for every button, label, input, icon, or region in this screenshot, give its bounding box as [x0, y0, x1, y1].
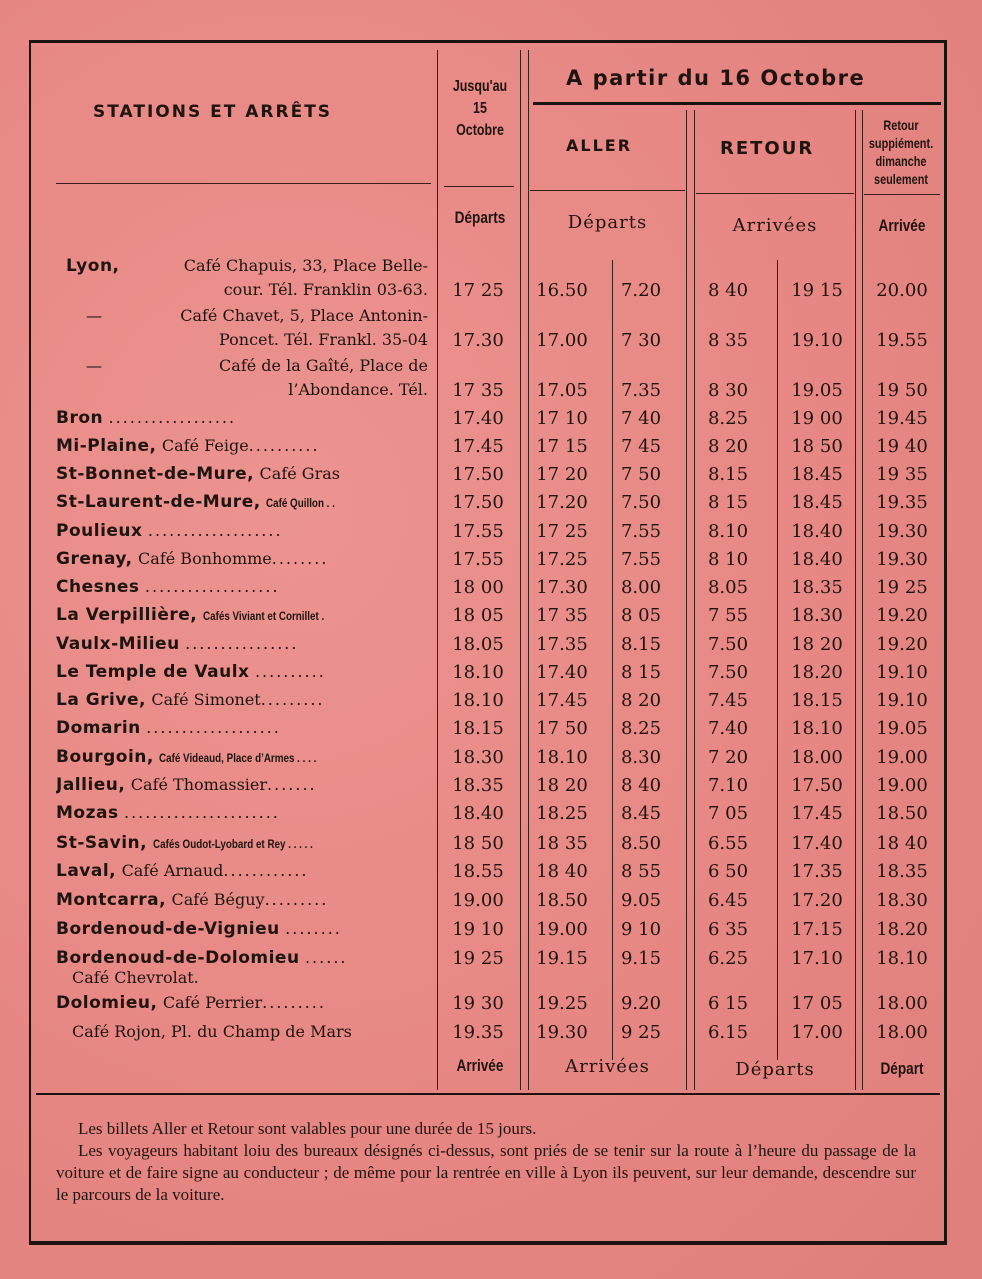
time-retour-1: 6.55	[707, 833, 749, 854]
station-cafe: Café Simonet	[151, 690, 261, 709]
leader-dots: ........	[271, 549, 329, 568]
time-until-depart: 18.35	[452, 775, 504, 796]
station-cell	[56, 1022, 446, 1042]
time-supp: 19 25	[876, 577, 928, 598]
time-retour-1: 7 05	[707, 803, 749, 824]
station-cafe: Café de la Gaîté, Place de	[219, 356, 428, 375]
time-aller-1: 17 20	[536, 464, 588, 485]
time-until-depart: 17.55	[452, 549, 504, 570]
station-cell	[56, 464, 430, 484]
rule-retour-header	[696, 193, 854, 194]
time-until-depart: 17.50	[452, 464, 504, 485]
station-cafe: Café Béguy	[171, 890, 265, 909]
time-aller-1: 17 25	[536, 521, 588, 542]
time-supp: 18.20	[876, 919, 928, 940]
station-cafe-cont: Café Chevrolat.	[72, 968, 199, 987]
time-aller-1: 17 15	[536, 436, 588, 457]
retour-supp-line: suppiément.	[868, 135, 934, 151]
time-aller-1: 18.10	[536, 747, 588, 768]
leader-dots: ...................	[144, 577, 280, 596]
rule-until-header	[444, 186, 514, 187]
time-supp: 19 35	[876, 464, 928, 485]
time-supp: 19.10	[876, 662, 928, 683]
time-until-depart: 19 25	[452, 948, 504, 969]
time-retour-2: 19.05	[791, 380, 843, 401]
time-aller-2: 7.35	[620, 380, 662, 401]
station-cell	[56, 436, 430, 456]
station-cafe: Cafés Viviant et Cornillet .	[202, 609, 324, 623]
time-retour-2: 18.40	[791, 521, 843, 542]
time-retour-1: 8 10	[707, 549, 749, 570]
time-until-depart: 18.10	[452, 690, 504, 711]
time-aller-2: 7 30	[620, 330, 662, 351]
time-aller-1: 17.20	[536, 492, 588, 513]
station-cell	[56, 304, 428, 352]
time-supp: 19.10	[876, 690, 928, 711]
station-name: —	[86, 306, 102, 325]
time-retour-1: 6.15	[707, 1022, 749, 1043]
station-cafe: Café Feige	[161, 436, 249, 455]
leader-dots: ...................	[147, 521, 283, 540]
station-cell	[56, 890, 430, 910]
time-until-depart: 18 05	[452, 605, 504, 626]
time-supp: 18 40	[876, 833, 928, 854]
station-name: Bron	[56, 408, 104, 428]
station-name: Bourgoin,	[56, 747, 154, 767]
station-cafe: Café Gras	[259, 464, 340, 483]
time-aller-2: 7.55	[620, 521, 662, 542]
time-supp: 19.05	[876, 718, 928, 739]
time-retour-1: 6.45	[707, 890, 749, 911]
station-cell	[56, 919, 430, 939]
until-footer: Arrivée	[456, 1056, 504, 1075]
station-name: St-Bonnet-de-Mure,	[56, 464, 255, 484]
time-supp: 18.00	[876, 1022, 928, 1043]
time-aller-2: 7.55	[620, 549, 662, 570]
time-supp: 19.00	[876, 747, 928, 768]
time-aller-1: 17.00	[536, 330, 588, 351]
station-cafe: Café Thomassier	[130, 775, 268, 794]
time-retour-1: 8 20	[707, 436, 749, 457]
time-retour-1: 7.40	[707, 718, 749, 739]
station-cell	[56, 993, 430, 1013]
time-aller-1: 18.25	[536, 803, 588, 824]
time-retour-1: 7 55	[707, 605, 749, 626]
time-aller-1: 18 20	[536, 775, 588, 796]
station-name: Dolomieu,	[56, 993, 158, 1013]
time-aller-1: 18 35	[536, 833, 588, 854]
station-cafe: Café Perrier	[162, 993, 263, 1012]
time-until-depart: 19 10	[452, 919, 504, 940]
time-aller-2: 8.15	[620, 634, 662, 655]
time-retour-1: 8.05	[707, 577, 749, 598]
time-aller-1: 19.25	[536, 993, 588, 1014]
aller-header: ALLER	[566, 136, 633, 155]
time-aller-2: 8 20	[620, 690, 662, 711]
station-cafe: Café Arnaud	[121, 861, 224, 880]
station-line	[56, 254, 428, 278]
time-aller-1: 19.00	[536, 919, 588, 940]
until-header-line: 15	[473, 100, 487, 117]
station-line	[56, 354, 428, 378]
time-supp: 18.50	[876, 803, 928, 824]
time-aller-2: 8.45	[620, 803, 662, 824]
time-retour-2: 18.40	[791, 549, 843, 570]
time-aller-2: 7 50	[620, 464, 662, 485]
retour-supp-line: seulement	[873, 171, 929, 187]
time-retour-2: 17.35	[791, 861, 843, 882]
station-line	[56, 328, 428, 352]
time-retour-2: 18.35	[791, 577, 843, 598]
time-aller-2: 8 55	[620, 861, 662, 882]
time-until-depart: 18 50	[452, 833, 504, 854]
time-aller-1: 17 35	[536, 605, 588, 626]
station-cell	[56, 354, 428, 402]
note-validity: Les billets Aller et Retour sont valables pour une durée de 15 jours.	[78, 1119, 537, 1138]
time-aller-2: 8 05	[620, 605, 662, 626]
time-supp: 19 50	[876, 380, 928, 401]
time-supp: 19.00	[876, 775, 928, 796]
time-supp: 19.20	[876, 634, 928, 655]
leader-dots: ..........	[248, 436, 320, 455]
supp-subheader: Arrivée	[878, 216, 926, 235]
time-retour-2: 18 20	[791, 634, 843, 655]
time-aller-1: 16.50	[536, 280, 588, 301]
leader-dots: ..........	[254, 662, 326, 681]
leader-dots: ......................	[124, 803, 280, 822]
station-name: St-Savin,	[56, 833, 148, 853]
station-cell	[56, 521, 430, 541]
time-aller-2: 8.30	[620, 747, 662, 768]
time-retour-2: 17.00	[791, 1022, 843, 1043]
stations-title: STATIONS ET ARRÊTS	[93, 102, 333, 122]
rule-from-title	[533, 102, 941, 105]
time-retour-2: 18.20	[791, 662, 843, 683]
station-name: La Verpillière,	[56, 605, 198, 625]
time-until-depart: 17 35	[452, 380, 504, 401]
station-cafe: Café Rojon, Pl. du Champ de Mars	[72, 1022, 352, 1041]
supp-footer: Départ	[880, 1059, 924, 1078]
time-retour-2: 19 15	[791, 280, 843, 301]
divider-until-left	[437, 50, 438, 1090]
station-name: Domarin	[56, 718, 141, 738]
station-cell	[56, 605, 430, 625]
time-aller-2: 9 25	[620, 1022, 662, 1043]
time-retour-2: 17.40	[791, 833, 843, 854]
time-aller-2: 8 40	[620, 775, 662, 796]
station-cell	[56, 549, 430, 569]
time-retour-1: 8.10	[707, 521, 749, 542]
time-aller-1: 17.05	[536, 380, 588, 401]
station-cell	[56, 833, 430, 853]
time-until-depart: 17.30	[452, 330, 504, 351]
time-until-depart: 17.45	[452, 436, 504, 457]
time-aller-2: 8.25	[620, 718, 662, 739]
time-aller-1: 19.15	[536, 948, 588, 969]
retour-supp-line: dimanche	[875, 153, 927, 169]
time-supp: 19.30	[876, 521, 928, 542]
time-retour-2: 18.45	[791, 464, 843, 485]
time-until-depart: 18 00	[452, 577, 504, 598]
time-until-depart: 19.00	[452, 890, 504, 911]
time-supp: 20.00	[876, 280, 928, 301]
time-supp: 18.30	[876, 890, 928, 911]
time-retour-1: 8 35	[707, 330, 749, 351]
until-header-line: Jusqu'au	[452, 78, 508, 95]
divider-retour-b	[862, 110, 863, 1090]
divider-retour-mid	[777, 260, 778, 1060]
time-retour-2: 17 05	[791, 993, 843, 1014]
station-cafe: Café Chavet, 5, Place Antonin-	[180, 306, 428, 325]
station-name: —	[86, 356, 102, 375]
time-retour-2: 17.15	[791, 919, 843, 940]
until-header	[449, 76, 511, 142]
station-cafe: Café Videaud, Place d’Armes . . . .	[159, 751, 317, 765]
time-retour-2: 18.30	[791, 605, 843, 626]
retour-header: RETOUR	[720, 138, 815, 159]
station-cell	[56, 408, 430, 428]
station-name: Jallieu,	[56, 775, 126, 795]
time-aller-2: 7.20	[620, 280, 662, 301]
time-aller-2: 8.50	[620, 833, 662, 854]
time-aller-1: 17.30	[536, 577, 588, 598]
aller-subheader: Départs	[567, 212, 648, 233]
station-cafe: Café Quillon . .	[266, 496, 335, 510]
time-aller-1: 18.50	[536, 890, 588, 911]
retour-supp-header	[867, 116, 934, 188]
station-name: Montcarra,	[56, 890, 167, 910]
time-supp: 19.20	[876, 605, 928, 626]
station-cell	[56, 861, 430, 881]
time-aller-1: 18 40	[536, 861, 588, 882]
until-header-line: Octobre	[456, 122, 504, 139]
station-name: Bordenoud-de-Dolomieu	[56, 948, 300, 968]
time-aller-1: 17.25	[536, 549, 588, 570]
time-supp: 18.00	[876, 993, 928, 1014]
leader-dots: .........	[260, 690, 325, 709]
time-until-depart: 18.40	[452, 803, 504, 824]
leader-dots: .........	[262, 993, 326, 1012]
time-supp: 19.55	[876, 330, 928, 351]
rule-stations-header	[56, 183, 431, 184]
note-travellers: Les voyageurs habitant loiu des bureaux désignés ci-dessus, sont priés de se tenir sur la route à l’heure du passage de la voiture et de faire signe au conducteur ; de même pour la rentrée en ville à Lyon ils peuvent, sur leur demande, descendre sur le parcours de la voiture.	[56, 1141, 916, 1204]
station-cell	[56, 254, 428, 302]
leader-dots: ......	[304, 948, 348, 967]
station-name: Laval,	[56, 861, 117, 881]
time-retour-1: 8 40	[707, 280, 749, 301]
station-cell	[56, 690, 430, 710]
time-aller-2: 9.20	[620, 993, 662, 1014]
time-aller-1: 17 10	[536, 408, 588, 429]
time-retour-2: 18.10	[791, 718, 843, 739]
station-name: Vaulx-Milieu	[56, 634, 180, 654]
time-aller-1: 17 50	[536, 718, 588, 739]
station-cell	[56, 948, 430, 987]
time-aller-2: 7 40	[620, 408, 662, 429]
leader-dots: ............	[223, 861, 309, 880]
time-retour-1: 6 35	[707, 919, 749, 940]
time-retour-2: 17.10	[791, 948, 843, 969]
station-name: St-Laurent-de-Mure,	[56, 492, 261, 512]
station-line	[56, 278, 428, 302]
station-name: La Grive,	[56, 690, 146, 710]
time-retour-1: 8.15	[707, 464, 749, 485]
station-cafe: Cafés Oudot-Lyobard et Rey . . . . .	[152, 837, 313, 851]
time-until-depart: 17.40	[452, 408, 504, 429]
time-retour-2: 18.00	[791, 747, 843, 768]
aller-footer: Arrivées	[565, 1056, 650, 1077]
time-until-depart: 17 25	[452, 280, 504, 301]
station-name: Chesnes	[56, 577, 140, 597]
station-cafe-cont: Poncet. Tél. Frankl. 35-04	[219, 330, 428, 349]
station-name: Lyon,	[66, 256, 120, 276]
time-until-depart: 19.35	[452, 1022, 504, 1043]
station-cell	[56, 662, 430, 682]
station-name: Mi-Plaine,	[56, 436, 157, 456]
time-retour-2: 19.10	[791, 330, 843, 351]
rule-notes	[36, 1093, 940, 1095]
time-retour-2: 18 50	[791, 436, 843, 457]
time-until-depart: 17.55	[452, 521, 504, 542]
time-retour-2: 17.50	[791, 775, 843, 796]
time-supp: 19.30	[876, 549, 928, 570]
leader-dots: ........	[285, 919, 342, 938]
station-cell	[56, 803, 430, 823]
station-line	[56, 304, 428, 328]
time-aller-2: 8 15	[620, 662, 662, 683]
time-retour-1: 8.25	[707, 408, 749, 429]
station-name: Mozas	[56, 803, 119, 823]
time-until-depart: 18.10	[452, 662, 504, 683]
station-line	[56, 378, 428, 402]
leader-dots: .......	[267, 775, 317, 794]
time-retour-1: 7.45	[707, 690, 749, 711]
time-aller-2: 9 10	[620, 919, 662, 940]
time-aller-1: 17.45	[536, 690, 588, 711]
divider-aller-b	[694, 110, 695, 1090]
retour-supp-line: Retour	[883, 117, 919, 133]
time-retour-1: 6 15	[707, 993, 749, 1014]
time-aller-2: 8.00	[620, 577, 662, 598]
station-cell	[56, 492, 430, 512]
leader-dots: .........	[264, 890, 329, 909]
time-until-depart: 19 30	[452, 993, 504, 1014]
time-retour-2: 19 00	[791, 408, 843, 429]
time-until-depart: 18.55	[452, 861, 504, 882]
divider-until-right-a	[520, 50, 521, 1090]
time-retour-1: 8 15	[707, 492, 749, 513]
retour-footer: Départs	[735, 1059, 815, 1080]
station-name: Grenay,	[56, 549, 133, 569]
time-supp: 18.35	[876, 861, 928, 882]
time-supp: 19.35	[876, 492, 928, 513]
station-cell	[56, 577, 430, 597]
time-aller-2: 7 45	[620, 436, 662, 457]
time-retour-2: 17.20	[791, 890, 843, 911]
time-retour-2: 18.45	[791, 492, 843, 513]
station-cafe: Café Bonhomme	[138, 549, 272, 568]
time-until-depart: 18.30	[452, 747, 504, 768]
time-retour-1: 7.50	[707, 662, 749, 683]
time-until-depart: 17.50	[452, 492, 504, 513]
leader-dots: ..................	[108, 408, 237, 427]
station-cell	[56, 747, 430, 767]
time-aller-2: 9.15	[620, 948, 662, 969]
leader-dots: ...................	[146, 718, 281, 737]
station-cell	[56, 634, 430, 654]
time-supp: 19 40	[876, 436, 928, 457]
time-aller-1: 17.40	[536, 662, 588, 683]
station-name: Bordenoud-de-Vignieu	[56, 919, 280, 939]
time-retour-1: 7.10	[707, 775, 749, 796]
time-retour-1: 7 20	[707, 747, 749, 768]
divider-retour-a	[855, 110, 856, 1090]
leader-dots: ................	[185, 634, 299, 653]
time-aller-1: 17.35	[536, 634, 588, 655]
time-supp: 18.10	[876, 948, 928, 969]
station-name: Poulieux	[56, 521, 143, 541]
from-title: A partir du 16 Octobre	[566, 66, 866, 90]
time-aller-1: 19.30	[536, 1022, 588, 1043]
station-name: Le Temple de Vaulx	[56, 662, 250, 682]
time-retour-1: 7.50	[707, 634, 749, 655]
station-cafe: Café Chapuis, 33, Place Belle-	[183, 256, 428, 275]
rule-supp-header	[864, 194, 940, 195]
time-retour-1: 8 30	[707, 380, 749, 401]
station-cafe-cont: cour. Tél. Franklin 03-63.	[223, 280, 428, 299]
time-until-depart: 18.05	[452, 634, 504, 655]
notes	[56, 1118, 916, 1206]
until-subheader: Départs	[454, 208, 506, 227]
station-cell	[56, 718, 430, 738]
time-retour-1: 6 50	[707, 861, 749, 882]
time-retour-2: 17.45	[791, 803, 843, 824]
time-aller-2: 7.50	[620, 492, 662, 513]
divider-aller-a	[686, 110, 687, 1090]
time-supp: 19.45	[876, 408, 928, 429]
time-until-depart: 18.15	[452, 718, 504, 739]
time-retour-2: 18.15	[791, 690, 843, 711]
time-retour-1: 6.25	[707, 948, 749, 969]
retour-subheader: Arrivées	[732, 215, 818, 236]
station-cell	[56, 775, 430, 795]
time-aller-2: 9.05	[620, 890, 662, 911]
rule-aller-header	[530, 190, 685, 191]
station-cafe-cont: l’Abondance. Tél.	[288, 380, 428, 399]
